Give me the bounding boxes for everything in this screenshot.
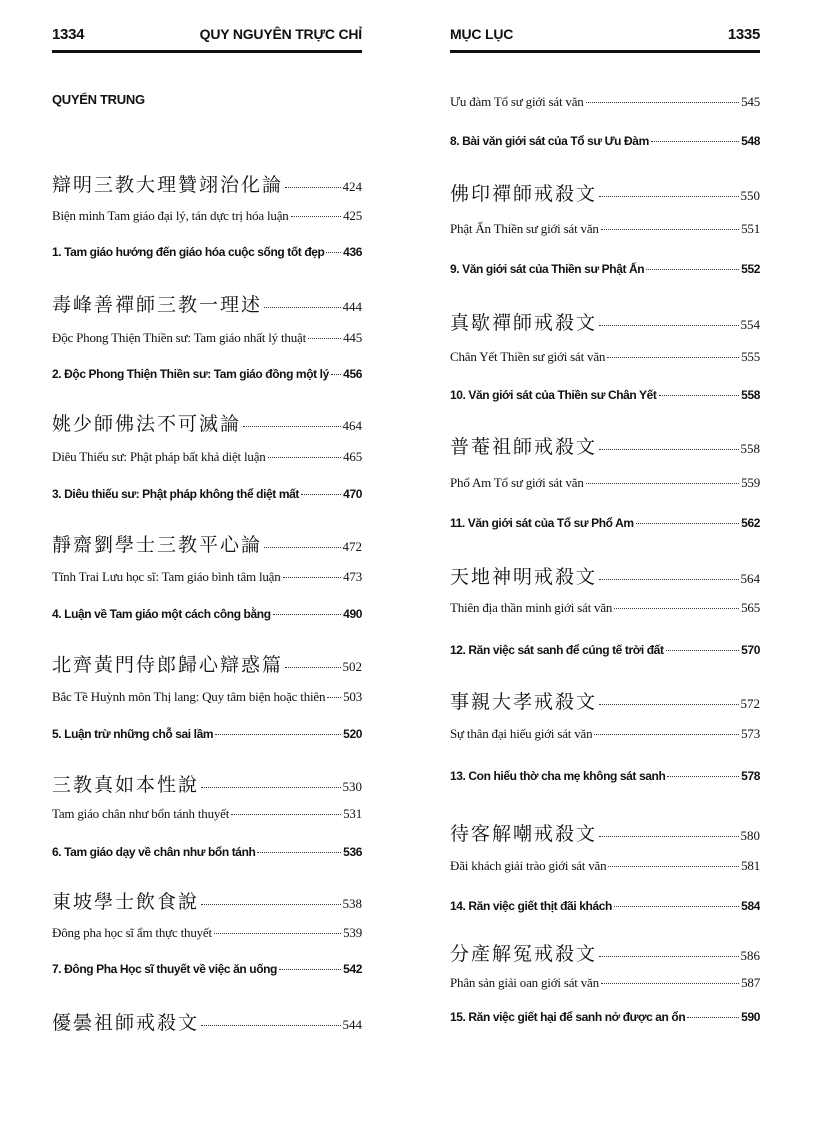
dot-leader [279,969,341,970]
toc-entry-title: 天地神明戒殺文 [450,566,598,588]
dot-leader [201,787,340,788]
left-page [52,0,362,1034]
toc-entry-title: 2. Độc Phong Thiện Thiền sư: Tam giáo đồng một lý [52,367,329,381]
toc-entry-title: Chân Yết Thiền sư giới sát văn [450,349,606,364]
toc-entry-page: 590 [741,1010,760,1024]
toc-entry-title: 佛印禪師戒殺文 [450,183,598,205]
toc-entry [450,975,760,991]
toc-entry-title: Độc Phong Thiện Thiền sư: Tam giáo nhất lý thuật [52,330,306,345]
dot-leader [257,852,341,853]
dot-leader [326,252,341,253]
toc-entry-title: 分產解冤戒殺文 [450,943,598,965]
toc-entry-title: 4. Luận về Tam giáo một cách công bằng [52,607,271,621]
toc-entry-page: 584 [741,899,760,913]
toc-entry [52,367,362,381]
toc-entry-page: 520 [343,727,362,741]
toc-entry [52,170,362,197]
toc-entry [450,858,760,874]
toc-entry-page: 464 [342,418,362,433]
toc-entry-page: 424 [342,179,362,194]
toc-entry-page: 548 [741,134,760,148]
dot-leader [308,338,341,339]
dot-leader [599,956,738,957]
toc-entry [52,925,362,941]
toc-entry-title: 北齊黃門侍郎歸心辯惑篇 [52,654,284,676]
toc-entry [52,487,362,501]
right-page [450,0,760,1024]
toc-entry [52,887,362,914]
toc-entry-title: 優曇祖師戒殺文 [52,1012,200,1034]
dot-leader [285,187,340,188]
dot-leader [301,494,341,495]
toc-entry-page: 490 [343,607,362,621]
dot-leader [331,374,341,375]
dot-leader [586,483,739,484]
dot-leader [243,426,340,427]
dot-leader [659,395,740,396]
toc-entry-title: Ưu đàm Tổ sư giới sát văn [450,94,584,109]
toc-entry [52,530,362,557]
toc-entry [52,409,362,436]
toc-entry [450,221,760,237]
dot-leader [291,216,342,217]
toc-entry-title: 7. Đông Pha Học sĩ thuyết về việc ăn uống [52,962,277,976]
toc-entry [450,769,760,783]
toc-entry-title: 6. Tam giáo dạy về chân như bổn tánh [52,845,256,859]
toc-entry-title: Phổ Am Tổ sư giới sát văn [450,475,584,490]
toc-entry-page: 542 [343,962,362,976]
toc-entry [52,449,362,465]
toc-entry-page: 456 [343,367,362,381]
toc-entry-title: Phật Ấn Thiền sư giới sát văn [450,221,599,236]
toc-entry [450,899,760,913]
toc-entry-title: Sự thân đại hiếu giới sát văn [450,726,593,741]
toc-entry-page: 555 [741,349,760,364]
dot-leader [264,547,340,548]
toc-entry-page: 586 [740,948,760,963]
toc-entry-page: 530 [342,779,362,794]
toc-entry-title: 13. Con hiếu thờ cha mẹ không sát sanh [450,769,666,783]
toc-entry-page: 550 [740,188,760,203]
toc-entry [450,726,760,742]
section-heading: QUYỂN TRUNG [52,92,145,107]
right-header-rule [450,50,760,53]
toc-entry-title: 辯明三教大理贊翊治化論 [52,174,284,196]
toc-entry-page: 465 [343,449,362,464]
dot-leader [599,836,738,837]
dot-leader [599,704,738,705]
toc-entry-title: 姚少師佛法不可滅論 [52,413,242,435]
dot-leader [273,614,342,615]
toc-entry-page: 502 [342,659,362,674]
toc-entry [450,687,760,714]
dot-leader [666,650,740,651]
toc-entry [450,643,760,657]
toc-entry-title: 靜齋劉學士三教平心論 [52,534,263,556]
toc-entry-page: 580 [740,828,760,843]
toc-entry-page: 554 [740,317,760,332]
toc-entry-title: 3. Diêu thiếu sư: Phật pháp không thể diệt mất [52,487,299,501]
toc-entry-page: 536 [343,845,362,859]
toc-entry [52,962,362,976]
dot-leader [601,983,739,984]
toc-entry-title: Tam giáo chân như bổn tánh thuyết [52,806,230,821]
dot-leader [599,449,738,450]
toc-entry-page: 578 [741,769,760,783]
toc-entry-page: 558 [740,441,760,456]
toc-entry-title: Đãi khách giải trào giới sát văn [450,858,607,873]
dot-leader [268,457,342,458]
toc-entry [450,94,760,110]
toc-entry-page: 581 [741,858,760,873]
toc-entry [52,245,362,259]
toc-entry-page: 531 [343,806,362,821]
toc-entry-page: 445 [343,330,362,345]
toc-entry [52,689,362,705]
toc-entry-page: 562 [741,516,760,530]
toc-entry [450,562,760,589]
dot-leader [231,814,341,815]
dot-leader [594,734,739,735]
left-page-header [52,0,362,43]
dot-leader [687,1017,739,1018]
dot-leader [201,1025,340,1026]
toc-entry-page: 539 [343,925,362,940]
dot-leader [285,667,340,668]
toc-entry [450,349,760,365]
toc-entry-title: 12. Răn việc sát sanh để cúng tế trời đất [450,643,664,657]
toc-entry [450,1010,760,1024]
toc-entry-page: 573 [741,726,760,741]
toc-entry-page: 552 [741,262,760,276]
toc-entry-page: 572 [740,696,760,711]
toc-entry-page: 564 [740,571,760,586]
dot-leader [264,307,340,308]
toc-entry-page: 559 [741,475,760,490]
toc-entry [52,208,362,224]
toc-entry [52,607,362,621]
dot-leader [601,229,739,230]
toc-entry-page: 565 [741,600,760,615]
toc-entry [450,179,760,206]
toc-entry [52,569,362,585]
toc-entry [450,432,760,459]
toc-entry [52,330,362,346]
toc-entry [52,650,362,677]
toc-entry-page: 587 [741,975,760,990]
toc-entry-title: 毒峰善禪師三教一理述 [52,294,263,316]
dot-leader [599,579,738,580]
toc-entry-title: 待客解嘲戒殺文 [450,823,598,845]
toc-entry-page: 570 [741,643,760,657]
dot-leader [614,608,739,609]
toc-entry-page: 473 [343,569,362,584]
toc-entry [52,806,362,822]
right-page-header [450,0,760,43]
toc-entry [450,475,760,491]
toc-entry-title: 事親大孝戒殺文 [450,691,598,713]
toc-entry-title: Tĩnh Trai Lưu học sĩ: Tam giáo bình tâm luận [52,569,281,584]
toc-entry-page: 436 [343,245,362,259]
toc-entry [450,819,760,846]
toc-entry-title: 14. Răn việc giết thịt đãi khách [450,899,612,913]
toc-entry-title: 東坡學士飲食說 [52,891,200,913]
toc-entry [450,939,760,966]
dot-leader [667,776,739,777]
toc-entry-page: 470 [343,487,362,501]
left-page-number: 1334 [52,26,85,43]
toc-entry [52,1008,362,1035]
toc-entry-page: 551 [741,221,760,236]
dot-leader [214,933,341,934]
toc-entry [450,262,760,276]
toc-entry-title: Biện minh Tam giáo đại lý, tán dực trị hóa luận [52,208,289,223]
dot-leader [636,523,740,524]
toc-entry-page: 544 [342,1017,362,1032]
dot-leader [608,866,739,867]
right-page-number: 1335 [727,26,760,43]
dot-leader [201,904,340,905]
toc-entry [52,770,362,797]
toc-entry [450,134,760,148]
toc-entry-page: 425 [343,208,362,223]
toc-entry-title: 11. Văn giới sát của Tổ sư Phổ Am [450,516,634,530]
toc-entry-title: Đông pha học sĩ ẩm thực thuyết [52,925,212,940]
toc-entry [450,516,760,530]
toc-entry-title: 1. Tam giáo hướng đến giáo hóa cuộc sống tốt đẹp [52,245,325,259]
toc-entry-page: 472 [342,539,362,554]
toc-entry-page: 538 [342,896,362,911]
dot-leader [614,906,739,907]
toc-entry [52,845,362,859]
left-running-title: QUY NGUYÊN TRỰC CHỈ [199,26,362,42]
toc-entry-title: Bắc Tề Huỳnh môn Thị lang: Quy tâm biện hoặc thiên [52,689,326,704]
left-header-rule [52,50,362,53]
toc-entry-title: Phân sản giải oan giới sát văn [450,975,599,990]
toc-entry [450,308,760,335]
toc-entry-page: 444 [342,299,362,314]
toc-entry [52,290,362,317]
toc-entry-title: Diêu Thiếu sư: Phật pháp bất khả diệt luận [52,449,266,464]
toc-entry-title: 普菴祖師戒殺文 [450,436,598,458]
toc-entry-page: 558 [741,388,760,402]
toc-entry-title: 9. Văn giới sát của Thiền sư Phật Ấn [450,262,645,276]
toc-entry-page: 545 [741,94,760,109]
dot-leader [327,697,341,698]
dot-leader [651,141,739,142]
dot-leader [646,269,739,270]
toc-entry-title: Thiên địa thần minh giới sát văn [450,600,613,615]
toc-entry [450,600,760,616]
dot-leader [607,357,739,358]
dot-leader [599,196,738,197]
toc-entry-title: 真歇禪師戒殺文 [450,312,598,334]
right-running-title: MỤC LỤC [450,26,514,42]
toc-entry-title: 三教真如本性說 [52,774,200,796]
toc-entry [52,727,362,741]
toc-entry-title: 8. Bài văn giới sát của Tổ sư Ưu Đàm [450,134,649,148]
toc-entry-title: 15. Răn việc giết hại để sanh nở được an ổn [450,1010,686,1024]
toc-entry [450,388,760,402]
dot-leader [586,102,740,103]
toc-entry-title: 10. Văn giới sát của Thiền sư Chân Yết [450,388,657,402]
toc-entry-page: 503 [343,689,362,704]
dot-leader [599,325,738,326]
dot-leader [215,734,341,735]
toc-entry-title: 5. Luận trừ những chỗ sai lầm [52,727,214,741]
dot-leader [283,577,342,578]
